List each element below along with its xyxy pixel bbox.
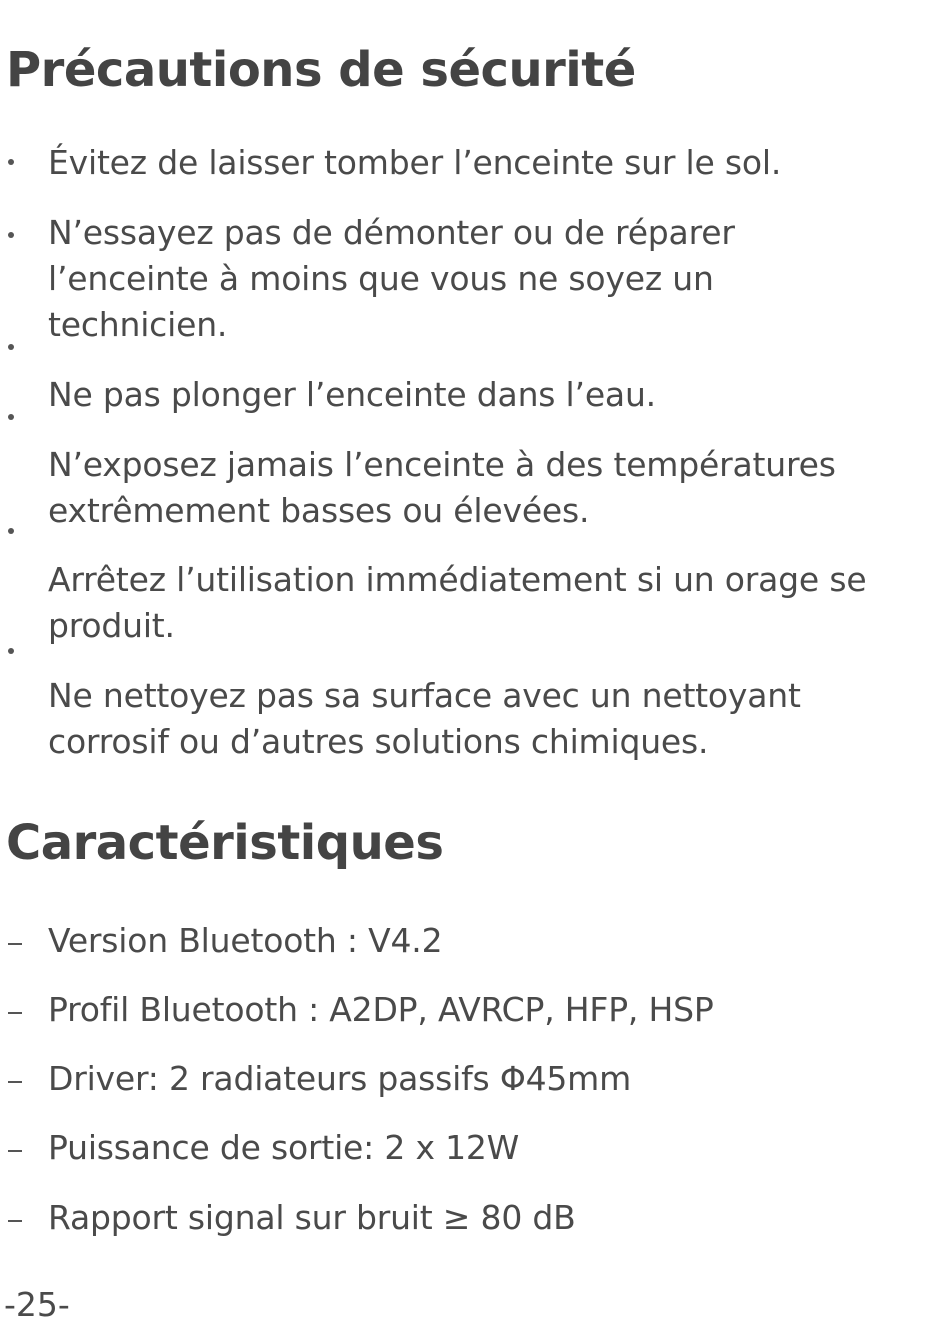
spec-item-bluetooth-profile: Profil Bluetooth : A2DP, AVRCP, HFP, HSP bbox=[48, 990, 714, 1029]
safety-item-line: Ne nettoyez pas sa surface avec un nettoyant bbox=[48, 676, 801, 715]
safety-item-line: corrosif ou d’autres solutions chimiques. bbox=[48, 722, 709, 761]
safety-item-line: Évitez de laisser tomber l’enceinte sur le sol. bbox=[48, 143, 782, 182]
bullet-dot bbox=[8, 344, 14, 350]
safety-item-line: Ne pas plonger l’enceinte dans l’eau. bbox=[48, 375, 656, 414]
list-dash bbox=[8, 943, 22, 945]
safety-item-line: produit. bbox=[48, 606, 175, 645]
bullet-dot bbox=[8, 648, 14, 654]
spec-item-snr: Rapport signal sur bruit ≥ 80 dB bbox=[48, 1198, 576, 1237]
safety-item-cleaning bbox=[48, 673, 948, 765]
page-number: -25- bbox=[4, 1285, 70, 1324]
section-title-specs: Caractéristiques bbox=[6, 815, 444, 871]
safety-item-line: extrêmement basses ou élevées. bbox=[48, 491, 590, 530]
spec-item-bluetooth-version: Version Bluetooth : V4.2 bbox=[48, 921, 443, 960]
safety-item-line: N’exposez jamais l’enceinte à des températures bbox=[48, 445, 836, 484]
safety-item-line: technicien. bbox=[48, 305, 228, 344]
safety-item-disassembly bbox=[48, 210, 948, 348]
bullet-dot bbox=[8, 414, 14, 420]
spec-item-driver: Driver: 2 radiateurs passifs Φ45mm bbox=[48, 1059, 632, 1098]
bullet-dot bbox=[8, 528, 14, 534]
spec-item-output-power: Puissance de sortie: 2 x 12W bbox=[48, 1128, 520, 1167]
safety-item-line: N’essayez pas de démonter ou de réparer bbox=[48, 213, 735, 252]
list-dash bbox=[8, 1220, 22, 1222]
bullet-dot bbox=[8, 232, 14, 238]
safety-item-line: Arrêtez l’utilisation immédiatement si un orage se bbox=[48, 560, 867, 599]
safety-item-line: l’enceinte à moins que vous ne soyez un bbox=[48, 259, 714, 298]
safety-item-temperature bbox=[48, 442, 948, 534]
safety-item-drop bbox=[48, 140, 948, 186]
list-dash bbox=[8, 1150, 22, 1152]
safety-item-water bbox=[48, 372, 948, 418]
section-title-safety: Précautions de sécurité bbox=[6, 42, 636, 98]
list-dash bbox=[8, 1081, 22, 1083]
bullet-dot bbox=[8, 159, 14, 165]
list-dash bbox=[8, 1012, 22, 1014]
safety-item-storm bbox=[48, 557, 948, 649]
